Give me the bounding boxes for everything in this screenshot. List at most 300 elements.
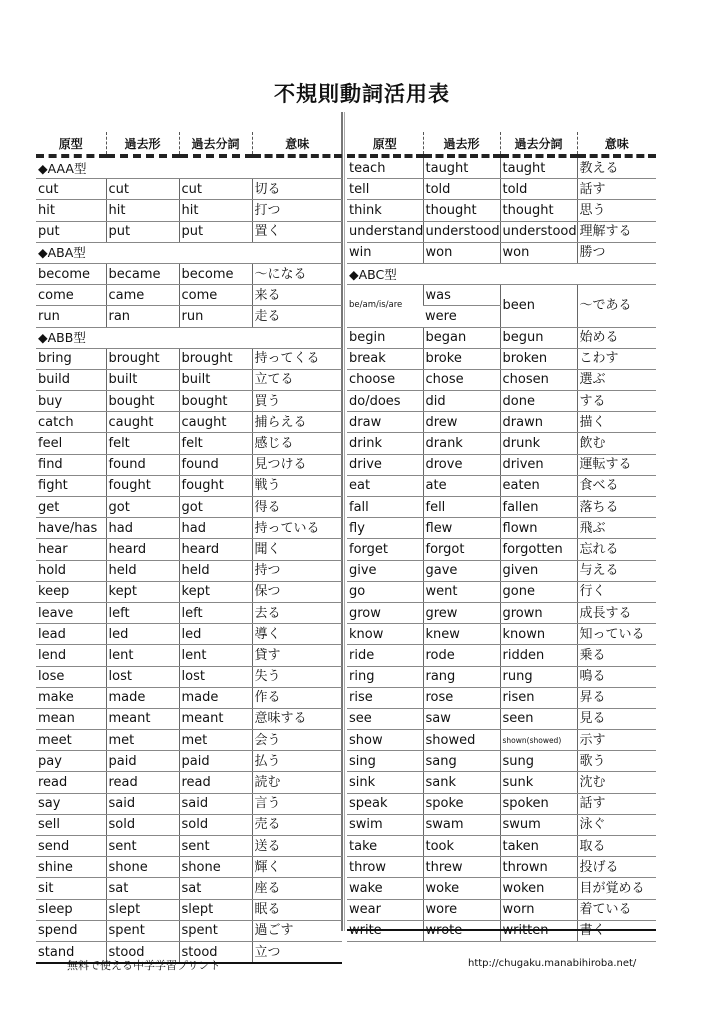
table-row <box>347 878 656 899</box>
cell-meaning: 言う <box>252 793 342 814</box>
cell-base-form: forget <box>347 539 423 560</box>
cell-meaning: 聞く <box>252 539 342 560</box>
cell-past: came <box>106 285 179 306</box>
cell-past-participle: grown <box>500 602 577 623</box>
cell-past: sold <box>106 814 179 835</box>
table-row <box>36 624 342 645</box>
cell-past: knew <box>423 624 500 645</box>
cell-past: stood <box>106 941 179 963</box>
cell-base-form: sing <box>347 751 423 772</box>
table-row <box>347 772 656 793</box>
cell-base-form: teach <box>347 156 423 179</box>
cell-base-form: do/does <box>347 391 423 412</box>
table-row <box>347 179 656 200</box>
table-row <box>347 836 656 857</box>
cell-base-form: run <box>36 306 106 327</box>
cell-meaning: 立てる <box>252 369 342 390</box>
cell-past: became <box>106 263 179 284</box>
cell-past-participle: lent <box>179 645 252 666</box>
cell-past-participle: put <box>179 221 252 242</box>
cell-base-form: have/has <box>36 518 106 539</box>
cell-meaning: 勝つ <box>577 242 656 263</box>
cell-past-participle: thrown <box>500 857 577 878</box>
section-row <box>36 327 342 348</box>
cell-past: thought <box>423 200 500 221</box>
table-row <box>36 708 342 729</box>
table-row <box>36 645 342 666</box>
cell-meaning: する <box>577 391 656 412</box>
cell-past-participle: told <box>500 179 577 200</box>
cell-meaning: 会う <box>252 730 342 751</box>
cell-past-participle: hit <box>179 200 252 221</box>
cell-past-participle: led <box>179 624 252 645</box>
cell-past: rose <box>423 687 500 708</box>
cell-past: meant <box>106 708 179 729</box>
cell-meaning: 思う <box>577 200 656 221</box>
table-row <box>36 497 342 518</box>
cell-base-form: build <box>36 369 106 390</box>
cell-meaning: 運転する <box>577 454 656 475</box>
table-row <box>347 518 656 539</box>
table-row <box>347 200 656 221</box>
table-row <box>36 857 342 878</box>
cell-base-form: wake <box>347 878 423 899</box>
cell-past: wore <box>423 899 500 920</box>
cell-past: began <box>423 327 500 348</box>
cell-base-form: draw <box>347 412 423 433</box>
cell-past: sat <box>106 878 179 899</box>
cell-past: drew <box>423 412 500 433</box>
cell-base-form: choose <box>347 369 423 390</box>
cell-meaning: 知っている <box>577 624 656 645</box>
cell-meaning: 見つける <box>252 454 342 475</box>
cell-past-participle: bought <box>179 391 252 412</box>
cell-past: hit <box>106 200 179 221</box>
cell-base-form: come <box>36 285 106 306</box>
table-row <box>36 730 342 751</box>
footer-url: http://chugaku.manabihiroba.net/ <box>468 958 637 969</box>
cell-meaning: 座る <box>252 878 342 899</box>
table-row <box>347 475 656 496</box>
table-row <box>347 708 656 729</box>
cell-base-form: find <box>36 454 106 475</box>
cell-base-form: go <box>347 581 423 602</box>
cell-past-participle: begun <box>500 327 577 348</box>
cell-past-participle: chosen <box>500 369 577 390</box>
header-row <box>36 132 342 156</box>
cell-past-participle: driven <box>500 454 577 475</box>
cell-meaning: 投げる <box>577 857 656 878</box>
cell-meaning: 導く <box>252 624 342 645</box>
cell-past-participle: rung <box>500 666 577 687</box>
cell-past-participle: read <box>179 772 252 793</box>
cell-meaning: 買う <box>252 391 342 412</box>
cell-base-form: show <box>347 730 423 751</box>
cell-meaning: 読む <box>252 772 342 793</box>
cell-base-form: throw <box>347 857 423 878</box>
cell-base-form: stand <box>36 941 106 963</box>
table-row <box>347 857 656 878</box>
section-heading: ◆ABA型 <box>36 242 342 263</box>
cell-past-participle: left <box>179 602 252 623</box>
cell-past: went <box>423 581 500 602</box>
table-row <box>36 602 342 623</box>
cell-base-form: tell <box>347 179 423 200</box>
cell-base-form: pay <box>36 751 106 772</box>
cell-past: spoke <box>423 793 500 814</box>
cell-base-form: rise <box>347 687 423 708</box>
cell-past: fell <box>423 497 500 518</box>
cell-meaning: 昇る <box>577 687 656 708</box>
cell-past-participle: caught <box>179 412 252 433</box>
column-divider-inner <box>344 112 345 931</box>
cell-meaning: 取る <box>577 836 656 857</box>
cell-past: showed <box>423 730 500 751</box>
cell-past-participle: gone <box>500 581 577 602</box>
cell-base-form: bring <box>36 348 106 369</box>
section-heading: ◆ABB型 <box>36 327 342 348</box>
table-row <box>36 221 342 242</box>
cell-meaning: 着ている <box>577 899 656 920</box>
cell-meaning: 持つ <box>252 560 342 581</box>
table-row <box>347 645 656 666</box>
cell-meaning: 乗る <box>577 645 656 666</box>
cell-past: left <box>106 602 179 623</box>
header-past-participle: 過去分詞 <box>500 132 577 156</box>
cell-past: gave <box>423 560 500 581</box>
cell-past: taught <box>423 156 500 179</box>
cell-base-form: read <box>36 772 106 793</box>
table-row <box>347 666 656 687</box>
cell-past-participle: worn <box>500 899 577 920</box>
cell-meaning: 戦う <box>252 475 342 496</box>
table-row <box>36 920 342 941</box>
cell-meaning: 行く <box>577 581 656 602</box>
cell-meaning: 泳ぐ <box>577 814 656 835</box>
cell-past: took <box>423 836 500 857</box>
cell-past: led <box>106 624 179 645</box>
header-meaning: 意味 <box>577 132 656 156</box>
cell-past-participle: spent <box>179 920 252 941</box>
cell-past-participle: swum <box>500 814 577 835</box>
cell-base-form: cut <box>36 179 106 200</box>
cell-past: sang <box>423 751 500 772</box>
cell-base-form: become <box>36 263 106 284</box>
cell-base-form: be/am/is/are <box>347 285 423 327</box>
table-row <box>347 497 656 518</box>
table-row <box>347 285 656 306</box>
cell-meaning: 理解する <box>577 221 656 242</box>
cell-past: found <box>106 454 179 475</box>
cell-base-form: send <box>36 836 106 857</box>
cell-meaning: 与える <box>577 560 656 581</box>
table-row <box>36 687 342 708</box>
cell-past: chose <box>423 369 500 390</box>
cell-past: spent <box>106 920 179 941</box>
cell-past-participle: been <box>500 285 577 327</box>
table-row <box>36 878 342 899</box>
cell-past-participle: meant <box>179 708 252 729</box>
cell-past-participle: known <box>500 624 577 645</box>
table-row <box>347 369 656 390</box>
table-row <box>36 899 342 920</box>
table-row <box>347 539 656 560</box>
table-row <box>36 539 342 560</box>
cell-base-form: see <box>347 708 423 729</box>
cell-meaning: 切る <box>252 179 342 200</box>
cell-meaning: 歌う <box>577 751 656 772</box>
cell-meaning: 落ちる <box>577 497 656 518</box>
cell-past: read <box>106 772 179 793</box>
cell-past-participle: held <box>179 560 252 581</box>
cell-meaning: 〜になる <box>252 263 342 284</box>
cell-past-participle: flown <box>500 518 577 539</box>
cell-past: ate <box>423 475 500 496</box>
table-bottom-rule <box>347 929 656 931</box>
table-row <box>347 454 656 475</box>
cell-past: kept <box>106 581 179 602</box>
cell-past-participle: stood <box>179 941 252 963</box>
table-row <box>347 793 656 814</box>
table-row <box>36 560 342 581</box>
cell-meaning: 描く <box>577 412 656 433</box>
cell-meaning: 持っている <box>252 518 342 539</box>
cell-meaning: 過ごす <box>252 920 342 941</box>
cell-past: shone <box>106 857 179 878</box>
table-row <box>36 772 342 793</box>
cell-base-form: spend <box>36 920 106 941</box>
table-row <box>347 412 656 433</box>
cell-meaning: 置く <box>252 221 342 242</box>
cell-past: swam <box>423 814 500 835</box>
cell-past-participle: taught <box>500 156 577 179</box>
cell-base-form: lose <box>36 666 106 687</box>
cell-past-participle: won <box>500 242 577 263</box>
cell-past-participle: done <box>500 391 577 412</box>
cell-meaning: 輝く <box>252 857 342 878</box>
cell-past: built <box>106 369 179 390</box>
cell-base-form: sell <box>36 814 106 835</box>
cell-base-form: catch <box>36 412 106 433</box>
table-row <box>347 156 656 179</box>
table-row <box>36 369 342 390</box>
cell-base-form: shine <box>36 857 106 878</box>
cell-base-form: keep <box>36 581 106 602</box>
cell-past: put <box>106 221 179 242</box>
cell-meaning: 忘れる <box>577 539 656 560</box>
cell-past-participle: said <box>179 793 252 814</box>
section-row <box>36 242 342 263</box>
cell-base-form: leave <box>36 602 106 623</box>
cell-base-form: feel <box>36 433 106 454</box>
table-row <box>36 793 342 814</box>
cell-meaning: 見る <box>577 708 656 729</box>
table-row <box>347 433 656 454</box>
table-row <box>36 200 342 221</box>
cell-base-form: make <box>36 687 106 708</box>
cell-base-form: fight <box>36 475 106 496</box>
cell-base-form: put <box>36 221 106 242</box>
cell-past-participle: eaten <box>500 475 577 496</box>
cell-past-participle: understood <box>500 221 577 242</box>
cell-past: sent <box>106 836 179 857</box>
cell-past: understood <box>423 221 500 242</box>
cell-base-form: ride <box>347 645 423 666</box>
section-heading: ◆AAA型 <box>36 156 342 179</box>
cell-past-participle: drunk <box>500 433 577 454</box>
table-row <box>347 242 656 263</box>
cell-past: broke <box>423 348 500 369</box>
cell-past-participle: taken <box>500 836 577 857</box>
cell-past: said <box>106 793 179 814</box>
cell-base-form: wear <box>347 899 423 920</box>
verb-table-right <box>347 132 656 942</box>
table-row <box>36 348 342 369</box>
cell-meaning: 来る <box>252 285 342 306</box>
cell-past-participle: brought <box>179 348 252 369</box>
table-row <box>347 581 656 602</box>
cell-base-form: hear <box>36 539 106 560</box>
cell-meaning: 貸す <box>252 645 342 666</box>
cell-past-participle: sunk <box>500 772 577 793</box>
table-row <box>347 602 656 623</box>
cell-base-form: win <box>347 242 423 263</box>
table-row <box>36 814 342 835</box>
cell-meaning: 沈む <box>577 772 656 793</box>
cell-meaning: 話す <box>577 179 656 200</box>
cell-meaning: 払う <box>252 751 342 772</box>
cell-past: bought <box>106 391 179 412</box>
cell-past-participle: kept <box>179 581 252 602</box>
table-row <box>36 306 342 327</box>
cell-meaning: 感じる <box>252 433 342 454</box>
cell-past-participle: slept <box>179 899 252 920</box>
cell-past-participle: felt <box>179 433 252 454</box>
table-row <box>347 221 656 242</box>
cell-base-form: hold <box>36 560 106 581</box>
cell-past: lent <box>106 645 179 666</box>
cell-past-participle: found <box>179 454 252 475</box>
cell-past: rode <box>423 645 500 666</box>
cell-base-form: get <box>36 497 106 518</box>
cell-base-form: take <box>347 836 423 857</box>
table-row <box>36 751 342 772</box>
cell-past: won <box>423 242 500 263</box>
cell-past: fought <box>106 475 179 496</box>
cell-past: ran <box>106 306 179 327</box>
cell-past-participle: thought <box>500 200 577 221</box>
cell-past: slept <box>106 899 179 920</box>
cell-past-participle: seen <box>500 708 577 729</box>
section-row <box>36 156 342 179</box>
cell-base-form: break <box>347 348 423 369</box>
cell-meaning: 飛ぶ <box>577 518 656 539</box>
cell-meaning: 打つ <box>252 200 342 221</box>
cell-past-participle: given <box>500 560 577 581</box>
cell-past: rang <box>423 666 500 687</box>
header-meaning: 意味 <box>252 132 342 156</box>
table-row <box>347 687 656 708</box>
cell-past: threw <box>423 857 500 878</box>
cell-past-participle: forgotten <box>500 539 577 560</box>
cell-past-participle: sent <box>179 836 252 857</box>
cell-base-form: grow <box>347 602 423 623</box>
cell-meaning: 教える <box>577 156 656 179</box>
cell-meaning: 意味する <box>252 708 342 729</box>
cell-past-participle: sat <box>179 878 252 899</box>
cell-base-form: fall <box>347 497 423 518</box>
cell-base-form: sleep <box>36 899 106 920</box>
cell-meaning: こわす <box>577 348 656 369</box>
cell-base-form: mean <box>36 708 106 729</box>
cell-meaning: 食べる <box>577 475 656 496</box>
cell-past-participle: spoken <box>500 793 577 814</box>
cell-base-form: know <box>347 624 423 645</box>
cell-past-participle: come <box>179 285 252 306</box>
cell-past-participle: risen <box>500 687 577 708</box>
cell-base-form: understand <box>347 221 423 242</box>
cell-past-participle: paid <box>179 751 252 772</box>
cell-meaning: 成長する <box>577 602 656 623</box>
table-row <box>36 433 342 454</box>
cell-meaning: 始める <box>577 327 656 348</box>
cell-past-participle: fallen <box>500 497 577 518</box>
cell-past-participle: woken <box>500 878 577 899</box>
cell-base-form: speak <box>347 793 423 814</box>
cell-past: cut <box>106 179 179 200</box>
cell-meaning: 売る <box>252 814 342 835</box>
header-past: 過去形 <box>423 132 500 156</box>
cell-past-participle: sold <box>179 814 252 835</box>
cell-meaning: 鳴る <box>577 666 656 687</box>
table-row <box>36 518 342 539</box>
cell-base-form: begin <box>347 327 423 348</box>
cell-past: were <box>423 306 500 327</box>
cell-past: paid <box>106 751 179 772</box>
cell-meaning: 示す <box>577 730 656 751</box>
page-title: 不規則動詞活用表 <box>274 82 450 106</box>
section-row <box>347 263 656 284</box>
cell-past-participle: become <box>179 263 252 284</box>
cell-past-participle: met <box>179 730 252 751</box>
cell-past: held <box>106 560 179 581</box>
cell-past: did <box>423 391 500 412</box>
cell-past: brought <box>106 348 179 369</box>
cell-base-form: lend <box>36 645 106 666</box>
cell-base-form: drive <box>347 454 423 475</box>
cell-meaning: 失う <box>252 666 342 687</box>
cell-past: sank <box>423 772 500 793</box>
cell-past-participle: lost <box>179 666 252 687</box>
cell-base-form: sit <box>36 878 106 899</box>
cell-past: heard <box>106 539 179 560</box>
cell-meaning: 得る <box>252 497 342 518</box>
cell-meaning: 捕らえる <box>252 412 342 433</box>
cell-past: drove <box>423 454 500 475</box>
cell-meaning: 飲む <box>577 433 656 454</box>
cell-past: saw <box>423 708 500 729</box>
header-base-form: 原型 <box>347 132 423 156</box>
cell-base-form: fly <box>347 518 423 539</box>
cell-past: had <box>106 518 179 539</box>
cell-base-form: think <box>347 200 423 221</box>
header-past: 過去形 <box>106 132 179 156</box>
table-row <box>36 836 342 857</box>
cell-past: got <box>106 497 179 518</box>
table-row <box>36 263 342 284</box>
table-row <box>36 412 342 433</box>
cell-meaning: 選ぶ <box>577 369 656 390</box>
